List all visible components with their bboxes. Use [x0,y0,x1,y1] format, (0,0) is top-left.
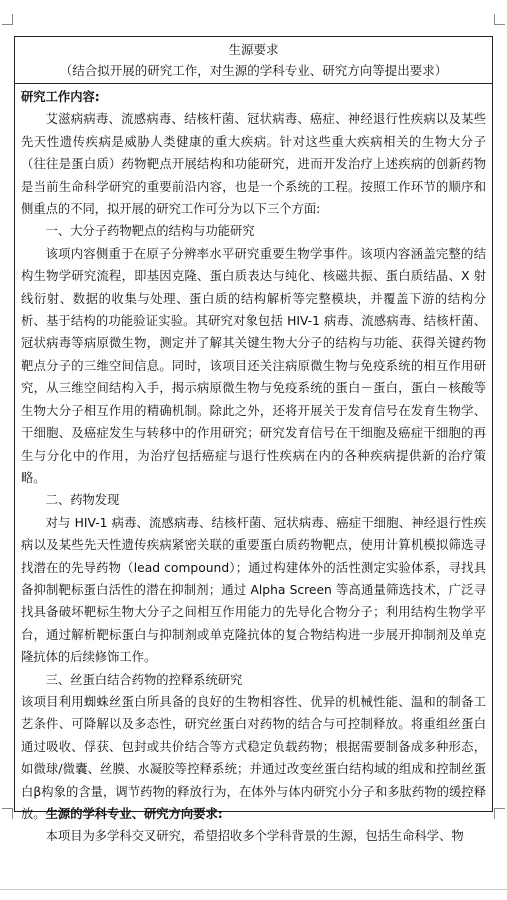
section-1-heading: 一、大分子药物靶点的结构与功能研究 [45,224,255,239]
page-top-margin [0,0,507,20]
research-content-label: 研究工作内容: [21,90,100,104]
requirements-table [14,36,493,844]
header-subtitle: （结合拟开展的研究工作，对生源的学科专业、研究方向等提出要求） [59,63,448,78]
table-body [15,84,492,844]
section-2-heading: 二、药物发现 [45,493,120,508]
section-3-paragraph [21,691,486,825]
section-1-text: 该项内容侧重于在原子分辨率水平研究重要生物学事件。该项内容涵盖完整的结构生物学研究流程，即基因克隆、蛋白质表达与纯化、核磁共振、蛋白质结晶、X 射线衍射、数据的收集与处理、蛋白质的结构解析等完整模块，并覆盖下游的结构分析、基于结构的功能验证实验。其研究对象包括 HIV-1 病毒、流感病毒、结核杆菌、冠状病毒等病原微生物，测定并了解其关键生物大分子的结构与功能、获得关键药物靶点分子的三维空间信息。同时，该项目还关注病原微生物与免疫系统的相互作用研究，从三维空间结构入手，揭示病原微生物与免疫系统的蛋白－蛋白，蛋白－核酸等生物大分子相互作用的精确机制。除此之外，还将开展关于发育信号在发育生物学、干细胞、及癌症发生与转移中的作用研究；研究发育信号在干细胞及癌症干细胞的再生与分化中的作用，为治疗包括癌症与退行性疾病在内的各种疾病提供新的治疗策略。 [21,246,486,485]
crop-mark-top-right [494,14,505,25]
header-title: 生源要求 [228,42,279,57]
section-2-text: 对与 HIV-1 病毒、流感病毒、结核杆菌、冠状病毒、癌症干细胞、神经退行性疾病以及某些先天性遗传疾病紧密关联的重要蛋白质药物靶点，使用计算机模拟筛选寻找潜在的先导药物（lead compound）；通过构建体外的活性测定实验体系，寻找具备抑制靶标蛋白活性的潜在抑制剂；通过 Alpha Screen 等高通量筛选技术，广泛寻找具备破坏靶标生物大分子之间相互作用能力的先导化合物分子；利用结构生物学平台，通过解析靶标蛋白与抑制剂或单克隆抗体的复合物结构进一步展开抑制剂及单克隆抗体的后续修饰工作。 [21,515,486,665]
section-3-text: 该项目利用蜘蛛丝蛋白所具备的良好的生物相容性、优异的机械性能、温和的制备工艺条件、可降解以及多态性，研究丝蛋白对药物的结合与可控制释放。将重组丝蛋白通过吸收、俘获、包封或共价结合等方式稳定负载药物；根据需要制备成多种形态，如微球/微囊、丝膜、水凝胶等控释系统；并通过改变丝蛋白结构域的组成和控制丝蛋白β构象的含量，调节药物的释放行为，在体外与体内研究小分子和多肽药物的缓控释放。 [21,694,486,821]
closing-paragraph: 本项目为多学科交叉研究，希望招收多个学科背景的生源，包括生命科学、物 [45,829,464,844]
page-divider [0,889,507,890]
table-header [15,37,492,84]
section-3-heading: 三、丝蛋白结合药物的控释系统研究 [45,672,243,687]
crop-mark-bottom-right [494,808,505,819]
crop-mark-bottom-left [2,808,13,819]
intro-paragraph: 艾滋病病毒、流感病毒、结核杆菌、冠状病毒、癌症、神经退行性疾病以及某些先天性遗传疾病是威胁人类健康的重大疾病。针对这些重大疾病相关的生物大分子（往往是蛋白质）药物靶点开展结构和功能研究，进而开发治疗上述疾病的创新药物是当前生命科学研究的重要前沿内容，也是一个系统的工程。按照工作环节的顺序和侧重点的不同，拟开展的研究工作可分为以下三个方面: [21,112,486,217]
crop-mark-top-left [2,14,13,25]
student-requirements-label: 生源的学科专业、研究方向要求: [45,807,223,821]
